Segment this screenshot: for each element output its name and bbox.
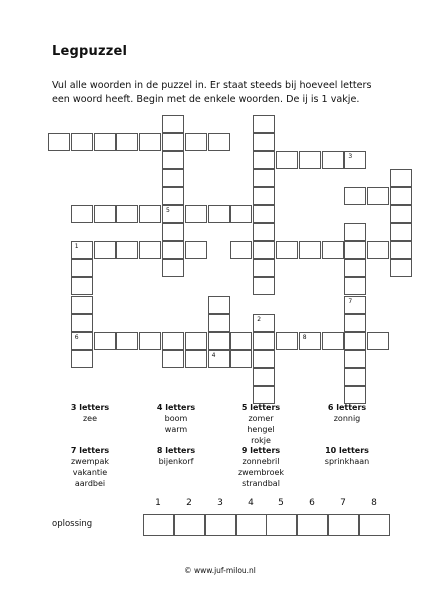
word-group-7-letters [45, 445, 135, 489]
crossword-cell[interactable] [390, 169, 412, 187]
crossword-cell[interactable] [322, 332, 344, 350]
crossword-cell[interactable] [299, 241, 321, 259]
word-group-10-letters [302, 445, 392, 467]
crossword-cell[interactable] [208, 133, 230, 151]
solution-number: 7 [340, 498, 346, 508]
crossword-cell[interactable] [344, 314, 366, 332]
crossword-cell[interactable] [162, 223, 184, 241]
crossword-cell[interactable] [299, 332, 321, 350]
crossword-cell[interactable] [71, 133, 93, 151]
word-list-item: zwempak [70, 457, 110, 466]
solution-number: 1 [155, 498, 161, 508]
crossword-cell[interactable] [322, 151, 344, 169]
crossword-cell[interactable] [344, 350, 366, 368]
solution-number: 5 [278, 498, 284, 508]
crossword-cell[interactable] [253, 350, 275, 368]
word-list-item: zee [82, 414, 98, 423]
crossword-cell[interactable] [208, 332, 230, 350]
crossword-cell[interactable] [71, 314, 93, 332]
crossword-cell[interactable] [276, 332, 298, 350]
crossword-cell[interactable] [276, 151, 298, 169]
word-list-item: sprinkhaan [324, 457, 370, 466]
word-list-item: aardbei [74, 479, 106, 488]
crossword-cell[interactable] [390, 223, 412, 241]
crossword-cell[interactable] [390, 205, 412, 223]
crossword-cell[interactable] [253, 133, 275, 151]
word-list-item: zwembroek [237, 468, 285, 477]
crossword-cell[interactable] [390, 259, 412, 277]
crossword-cell[interactable] [367, 332, 389, 350]
crossword-cell[interactable] [390, 241, 412, 259]
crossword-cell[interactable] [139, 332, 161, 350]
crossword-cell[interactable] [162, 350, 184, 368]
crossword-cell[interactable] [208, 296, 230, 314]
clue-number: 3 [348, 152, 353, 160]
clue-number: 4 [211, 351, 216, 359]
clue-number: 5 [166, 207, 170, 214]
crossword-cell[interactable] [230, 205, 252, 223]
clue-number: 7 [348, 297, 353, 305]
instructions: Vul alle woorden in de puzzel in. Er staat steeds bij hoeveel letters een woord heeft. Begin met de enkele woorden. De ij is 1 vakje. [52, 80, 372, 105]
crossword-cell[interactable] [94, 332, 116, 350]
word-group-header: 8 letters [156, 446, 196, 455]
crossword-cell[interactable] [71, 277, 93, 295]
crossword-cell[interactable] [253, 205, 275, 223]
word-list-item: bijenkorf [158, 457, 194, 466]
crossword-cell[interactable] [94, 205, 116, 223]
crossword-cell[interactable] [116, 133, 138, 151]
crossword-cell[interactable] [71, 332, 93, 350]
solution-box[interactable] [297, 514, 328, 536]
crossword-cell[interactable] [71, 296, 93, 314]
word-group-3-letters [45, 402, 135, 424]
word-list-item: hengel [247, 425, 275, 434]
solution-box[interactable] [328, 514, 359, 536]
clue-number: 8 [302, 333, 307, 341]
word-group-header: 3 letters [70, 403, 110, 412]
word-group-9-letters [216, 445, 306, 489]
crossword-cell[interactable] [344, 259, 366, 277]
crossword-cell[interactable] [185, 205, 207, 223]
word-group-header: 7 letters [70, 446, 110, 455]
crossword-cell[interactable] [230, 241, 252, 259]
crossword-cell[interactable] [162, 332, 184, 350]
crossword-cell[interactable] [253, 115, 275, 133]
crossword-cell[interactable] [162, 169, 184, 187]
crossword-cell[interactable] [71, 205, 93, 223]
crossword-cell[interactable] [116, 205, 138, 223]
crossword-cell[interactable] [344, 223, 366, 241]
solution-number: 8 [371, 498, 377, 508]
crossword-cell[interactable] [162, 133, 184, 151]
crossword-cell[interactable] [185, 241, 207, 259]
word-group-4-letters [131, 402, 221, 435]
crossword-cell[interactable] [94, 241, 116, 259]
word-group-header: 10 letters [325, 446, 369, 455]
word-group-header: 5 letters [241, 403, 281, 412]
crossword-cell[interactable] [299, 151, 321, 169]
solution-box[interactable] [174, 514, 205, 536]
crossword-cell[interactable] [116, 241, 138, 259]
solution-number: 4 [248, 498, 254, 508]
crossword-cell[interactable] [344, 241, 366, 259]
clue-number: 1 [74, 243, 79, 251]
crossword-cell[interactable] [344, 187, 366, 205]
crossword-cell[interactable] [276, 241, 298, 259]
solution-box[interactable] [143, 514, 174, 536]
footer-copyright: © www.juf-milou.nl [184, 566, 256, 575]
crossword-cell[interactable] [253, 259, 275, 277]
crossword-cell[interactable] [208, 350, 230, 368]
crossword-cell[interactable] [116, 332, 138, 350]
word-list-item: zonnig [333, 414, 361, 423]
solution-label: oplossing [52, 519, 93, 529]
crossword-cell[interactable] [367, 241, 389, 259]
word-group-header: 9 letters [241, 446, 281, 455]
crossword-cell[interactable] [253, 241, 275, 259]
crossword-cell[interactable] [162, 241, 184, 259]
crossword-cell[interactable] [162, 151, 184, 169]
crossword-cell[interactable] [48, 133, 70, 151]
crossword-cell[interactable] [367, 187, 389, 205]
crossword-cell[interactable] [71, 241, 93, 259]
crossword-cell[interactable] [230, 350, 252, 368]
crossword-cell[interactable] [162, 115, 184, 133]
crossword-cell[interactable] [253, 368, 275, 386]
crossword-cell[interactable] [139, 133, 161, 151]
crossword-cell[interactable] [185, 350, 207, 368]
solution-box[interactable] [205, 514, 236, 536]
crossword-cell[interactable] [162, 187, 184, 205]
crossword-cell[interactable] [71, 259, 93, 277]
word-group-header: 4 letters [156, 403, 196, 412]
crossword-cell[interactable] [162, 205, 184, 223]
crossword-cell[interactable] [253, 332, 275, 350]
crossword-cell[interactable] [390, 187, 412, 205]
crossword-cell[interactable] [185, 332, 207, 350]
solution-box[interactable] [236, 514, 267, 536]
solution-number: 3 [217, 498, 223, 508]
page-title: Legpuzzel [52, 44, 128, 59]
word-group-5-letters [216, 402, 306, 446]
solution-box[interactable] [266, 514, 297, 536]
crossword-cell[interactable] [208, 314, 230, 332]
word-list-item: warm [164, 425, 188, 434]
word-list-item: boom [164, 414, 188, 423]
crossword-cell[interactable] [185, 133, 207, 151]
word-list-item: zomer [248, 414, 274, 423]
solution-number: 2 [186, 498, 192, 508]
crossword-cell[interactable] [71, 350, 93, 368]
clue-number: 2 [257, 315, 262, 323]
solution-number: 6 [309, 498, 315, 508]
crossword-cell[interactable] [94, 133, 116, 151]
crossword-cell[interactable] [230, 332, 252, 350]
word-list-item: zonnebril [242, 457, 280, 466]
solution-box[interactable] [359, 514, 390, 536]
crossword-cell[interactable] [253, 314, 275, 332]
crossword-cell[interactable] [344, 296, 366, 314]
crossword-cell[interactable] [253, 223, 275, 241]
crossword-cell[interactable] [139, 205, 161, 223]
crossword-cell[interactable] [208, 205, 230, 223]
crossword-cell[interactable] [253, 169, 275, 187]
crossword-cell[interactable] [253, 151, 275, 169]
clue-number: 6 [74, 333, 79, 341]
crossword-cell[interactable] [344, 368, 366, 386]
crossword-cell[interactable] [253, 187, 275, 205]
word-list-item: rokje [251, 436, 271, 445]
word-group-6-letters [302, 402, 392, 424]
crossword-cell[interactable] [322, 241, 344, 259]
crossword-cell[interactable] [344, 277, 366, 295]
word-list-item: strandbal [242, 479, 280, 488]
word-group-header: 6 letters [327, 403, 367, 412]
crossword-cell[interactable] [162, 259, 184, 277]
word-list-item: vakantie [72, 468, 108, 477]
crossword-cell[interactable] [344, 151, 366, 169]
word-group-8-letters [131, 445, 221, 467]
crossword-cell[interactable] [253, 277, 275, 295]
crossword-cell[interactable] [344, 332, 366, 350]
crossword-cell[interactable] [139, 241, 161, 259]
